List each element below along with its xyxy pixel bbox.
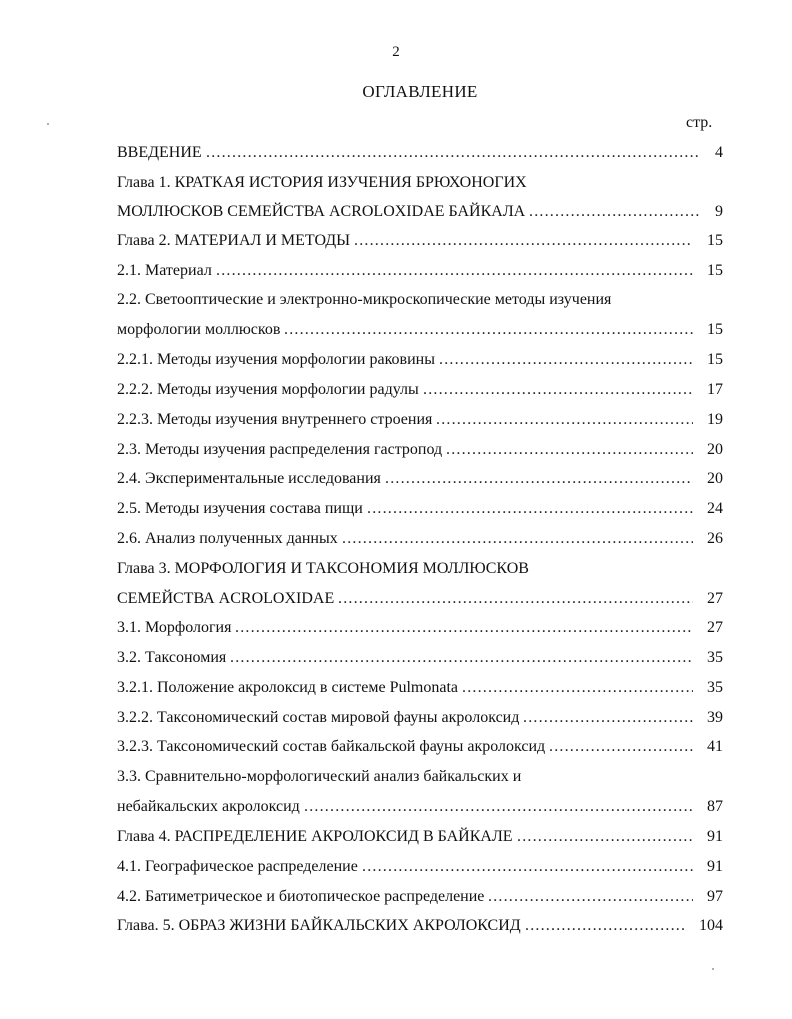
toc-leader-dots bbox=[342, 528, 693, 550]
toc-leader-dots bbox=[462, 677, 693, 699]
toc-entry bbox=[117, 230, 723, 252]
page-number: 2 bbox=[392, 44, 400, 60]
toc-entry-page: 39 bbox=[707, 709, 723, 726]
toc-entry-page: 35 bbox=[707, 679, 723, 696]
toc-entry-text: СЕМЕЙСТВА ACROLOXIDAE bbox=[117, 590, 335, 607]
toc-entry bbox=[117, 588, 723, 610]
toc-leader-dots bbox=[529, 201, 701, 223]
toc-entry-text: 3.2.1. Положение акролоксид в системе Pulmonata bbox=[117, 679, 459, 696]
toc-entry-page: 26 bbox=[707, 530, 723, 547]
toc-leader-dots bbox=[354, 230, 693, 252]
toc-entry-page: 15 bbox=[707, 232, 723, 249]
toc-leader-dots bbox=[423, 379, 693, 401]
toc-leader-dots bbox=[439, 349, 693, 371]
toc-entry-page: 19 bbox=[707, 411, 723, 428]
toc-leader-dots bbox=[206, 142, 701, 164]
toc-entry-page: 27 bbox=[707, 590, 723, 607]
toc-entry-text: Глава 1. КРАТКАЯ ИСТОРИЯ ИЗУЧЕНИЯ БРЮХОНОГИХ bbox=[117, 174, 527, 191]
toc-entry-text: 2.2. Светооптические и электронно-микроскопические методы изучения bbox=[117, 291, 612, 308]
toc-entry bbox=[117, 409, 723, 431]
toc-leader-dots bbox=[549, 736, 693, 758]
toc-entry-text: 4.2. Батиметрическое и биотопическое распределение bbox=[117, 888, 485, 905]
toc-leader-dots bbox=[525, 915, 685, 937]
toc-leader-dots bbox=[436, 409, 693, 431]
toc-leader-dots bbox=[338, 588, 693, 610]
toc-entry bbox=[117, 856, 723, 878]
table-of-contents-title: ОГЛАВЛЕНИЕ bbox=[362, 82, 478, 101]
toc-entry bbox=[117, 707, 723, 729]
toc-entry bbox=[117, 677, 723, 699]
toc-leader-dots bbox=[216, 260, 693, 282]
toc-entry-text: 2.2.2. Методы изучения морфологии радулы bbox=[117, 381, 419, 398]
toc-entry-page: 24 bbox=[707, 500, 723, 517]
toc-leader-dots bbox=[235, 617, 693, 639]
toc-entry-text: морфологии моллюсков bbox=[117, 321, 281, 338]
toc-entry bbox=[117, 260, 723, 282]
toc-entry-page: 35 bbox=[707, 649, 723, 666]
toc-entry-page: 27 bbox=[707, 619, 723, 636]
toc-entry bbox=[117, 736, 723, 758]
toc-entry-text: Глава 2. МАТЕРИАЛ И МЕТОДЫ bbox=[117, 232, 351, 249]
toc-entry-text: 3.2.2. Таксономический состав мировой фауны акролоксид bbox=[117, 709, 520, 726]
toc-entry-text: небайкальских акролоксид bbox=[117, 798, 300, 815]
toc-leader-dots bbox=[488, 886, 693, 908]
scan-speck bbox=[712, 968, 714, 970]
toc-entry-text: 2.3. Методы изучения распределения гастропод bbox=[117, 441, 443, 458]
toc-leader-dots bbox=[517, 826, 693, 848]
toc-entry-page: 97 bbox=[707, 888, 723, 905]
toc-entry bbox=[117, 172, 723, 194]
toc-leader-dots bbox=[523, 707, 693, 729]
toc-entry-page: 15 bbox=[707, 321, 723, 338]
toc-entry bbox=[117, 647, 723, 669]
toc-entry-text: 2.2.3. Методы изучения внутреннего строения bbox=[117, 411, 433, 428]
toc-entry bbox=[117, 349, 723, 371]
toc-leader-dots bbox=[362, 856, 693, 878]
toc-entry bbox=[117, 498, 723, 520]
toc-entry bbox=[117, 201, 723, 223]
toc-entry-text: 2.2.1. Методы изучения морфологии раковины bbox=[117, 351, 435, 368]
toc-entry bbox=[117, 319, 723, 341]
toc-leader-dots bbox=[446, 439, 693, 461]
toc-entry bbox=[117, 142, 723, 164]
toc-entry-page: 9 bbox=[715, 203, 723, 220]
toc-entry bbox=[117, 826, 723, 848]
toc-entry-text: 3.2.3. Таксономический состав байкальской фауны акролоксид bbox=[117, 738, 546, 755]
toc-entry bbox=[117, 379, 723, 401]
scan-speck bbox=[47, 123, 49, 125]
toc-leader-dots bbox=[385, 468, 693, 490]
toc-entry-page: 15 bbox=[707, 351, 723, 368]
toc-entry-text: Глава 4. РАСПРЕДЕЛЕНИЕ АКРОЛОКСИД В БАЙКАЛЕ bbox=[117, 828, 513, 845]
toc-entry bbox=[117, 617, 723, 639]
toc-entry-page: 41 bbox=[707, 738, 723, 755]
toc-entry-page: 20 bbox=[707, 470, 723, 487]
toc-entry-text: 2.1. Материал bbox=[117, 262, 212, 279]
toc-entry-page: 20 bbox=[707, 441, 723, 458]
toc-entry-text: 3.3. Сравнительно-морфологический анализ байкальских и bbox=[117, 768, 522, 785]
toc-entry bbox=[117, 468, 723, 490]
toc-entry-page: 87 bbox=[707, 798, 723, 815]
toc-entry-page: 15 bbox=[707, 262, 723, 279]
toc-entry bbox=[117, 558, 723, 580]
toc-entry-text: 2.6. Анализ полученных данных bbox=[117, 530, 338, 547]
toc-leader-dots bbox=[284, 319, 693, 341]
toc-leader-dots bbox=[367, 498, 693, 520]
toc-entry bbox=[117, 289, 723, 311]
toc-entry-text: 2.5. Методы изучения состава пищи bbox=[117, 500, 363, 517]
page-column-label: стр. bbox=[686, 114, 713, 131]
toc-entry-text: Глава 3. МОРФОЛОГИЯ И ТАКСОНОМИЯ МОЛЛЮСКОВ bbox=[117, 560, 529, 577]
toc-entry-page: 91 bbox=[707, 858, 723, 875]
toc-entry-text: ВВЕДЕНИЕ bbox=[117, 144, 202, 161]
toc-entry-page: 91 bbox=[707, 828, 723, 845]
toc-entry-page: 4 bbox=[715, 144, 723, 161]
toc-leader-dots bbox=[230, 647, 693, 669]
toc-entry bbox=[117, 796, 723, 818]
toc-entry bbox=[117, 915, 723, 937]
toc-entry bbox=[117, 886, 723, 908]
toc-entry-text: Глава. 5. ОБРАЗ ЖИЗНИ БАЙКАЛЬСКИХ АКРОЛОКСИД bbox=[117, 917, 521, 934]
toc-entry bbox=[117, 766, 723, 788]
toc-entry-page: 104 bbox=[699, 917, 723, 934]
toc-entry-text: 3.2. Таксономия bbox=[117, 649, 227, 666]
toc-entry-text: 2.4. Экспериментальные исследования bbox=[117, 470, 381, 487]
toc-entry-text: 4.1. Географическое распределение bbox=[117, 858, 358, 875]
toc-entry bbox=[117, 439, 723, 461]
toc-entry-text: 3.1. Морфология bbox=[117, 619, 232, 636]
toc-entry-page: 17 bbox=[707, 381, 723, 398]
toc-leader-dots bbox=[304, 796, 693, 818]
toc-entry bbox=[117, 528, 723, 550]
toc-entry-text: МОЛЛЮСКОВ СЕМЕЙСТВА ACROLOXIDAE БАЙКАЛА bbox=[117, 203, 526, 220]
